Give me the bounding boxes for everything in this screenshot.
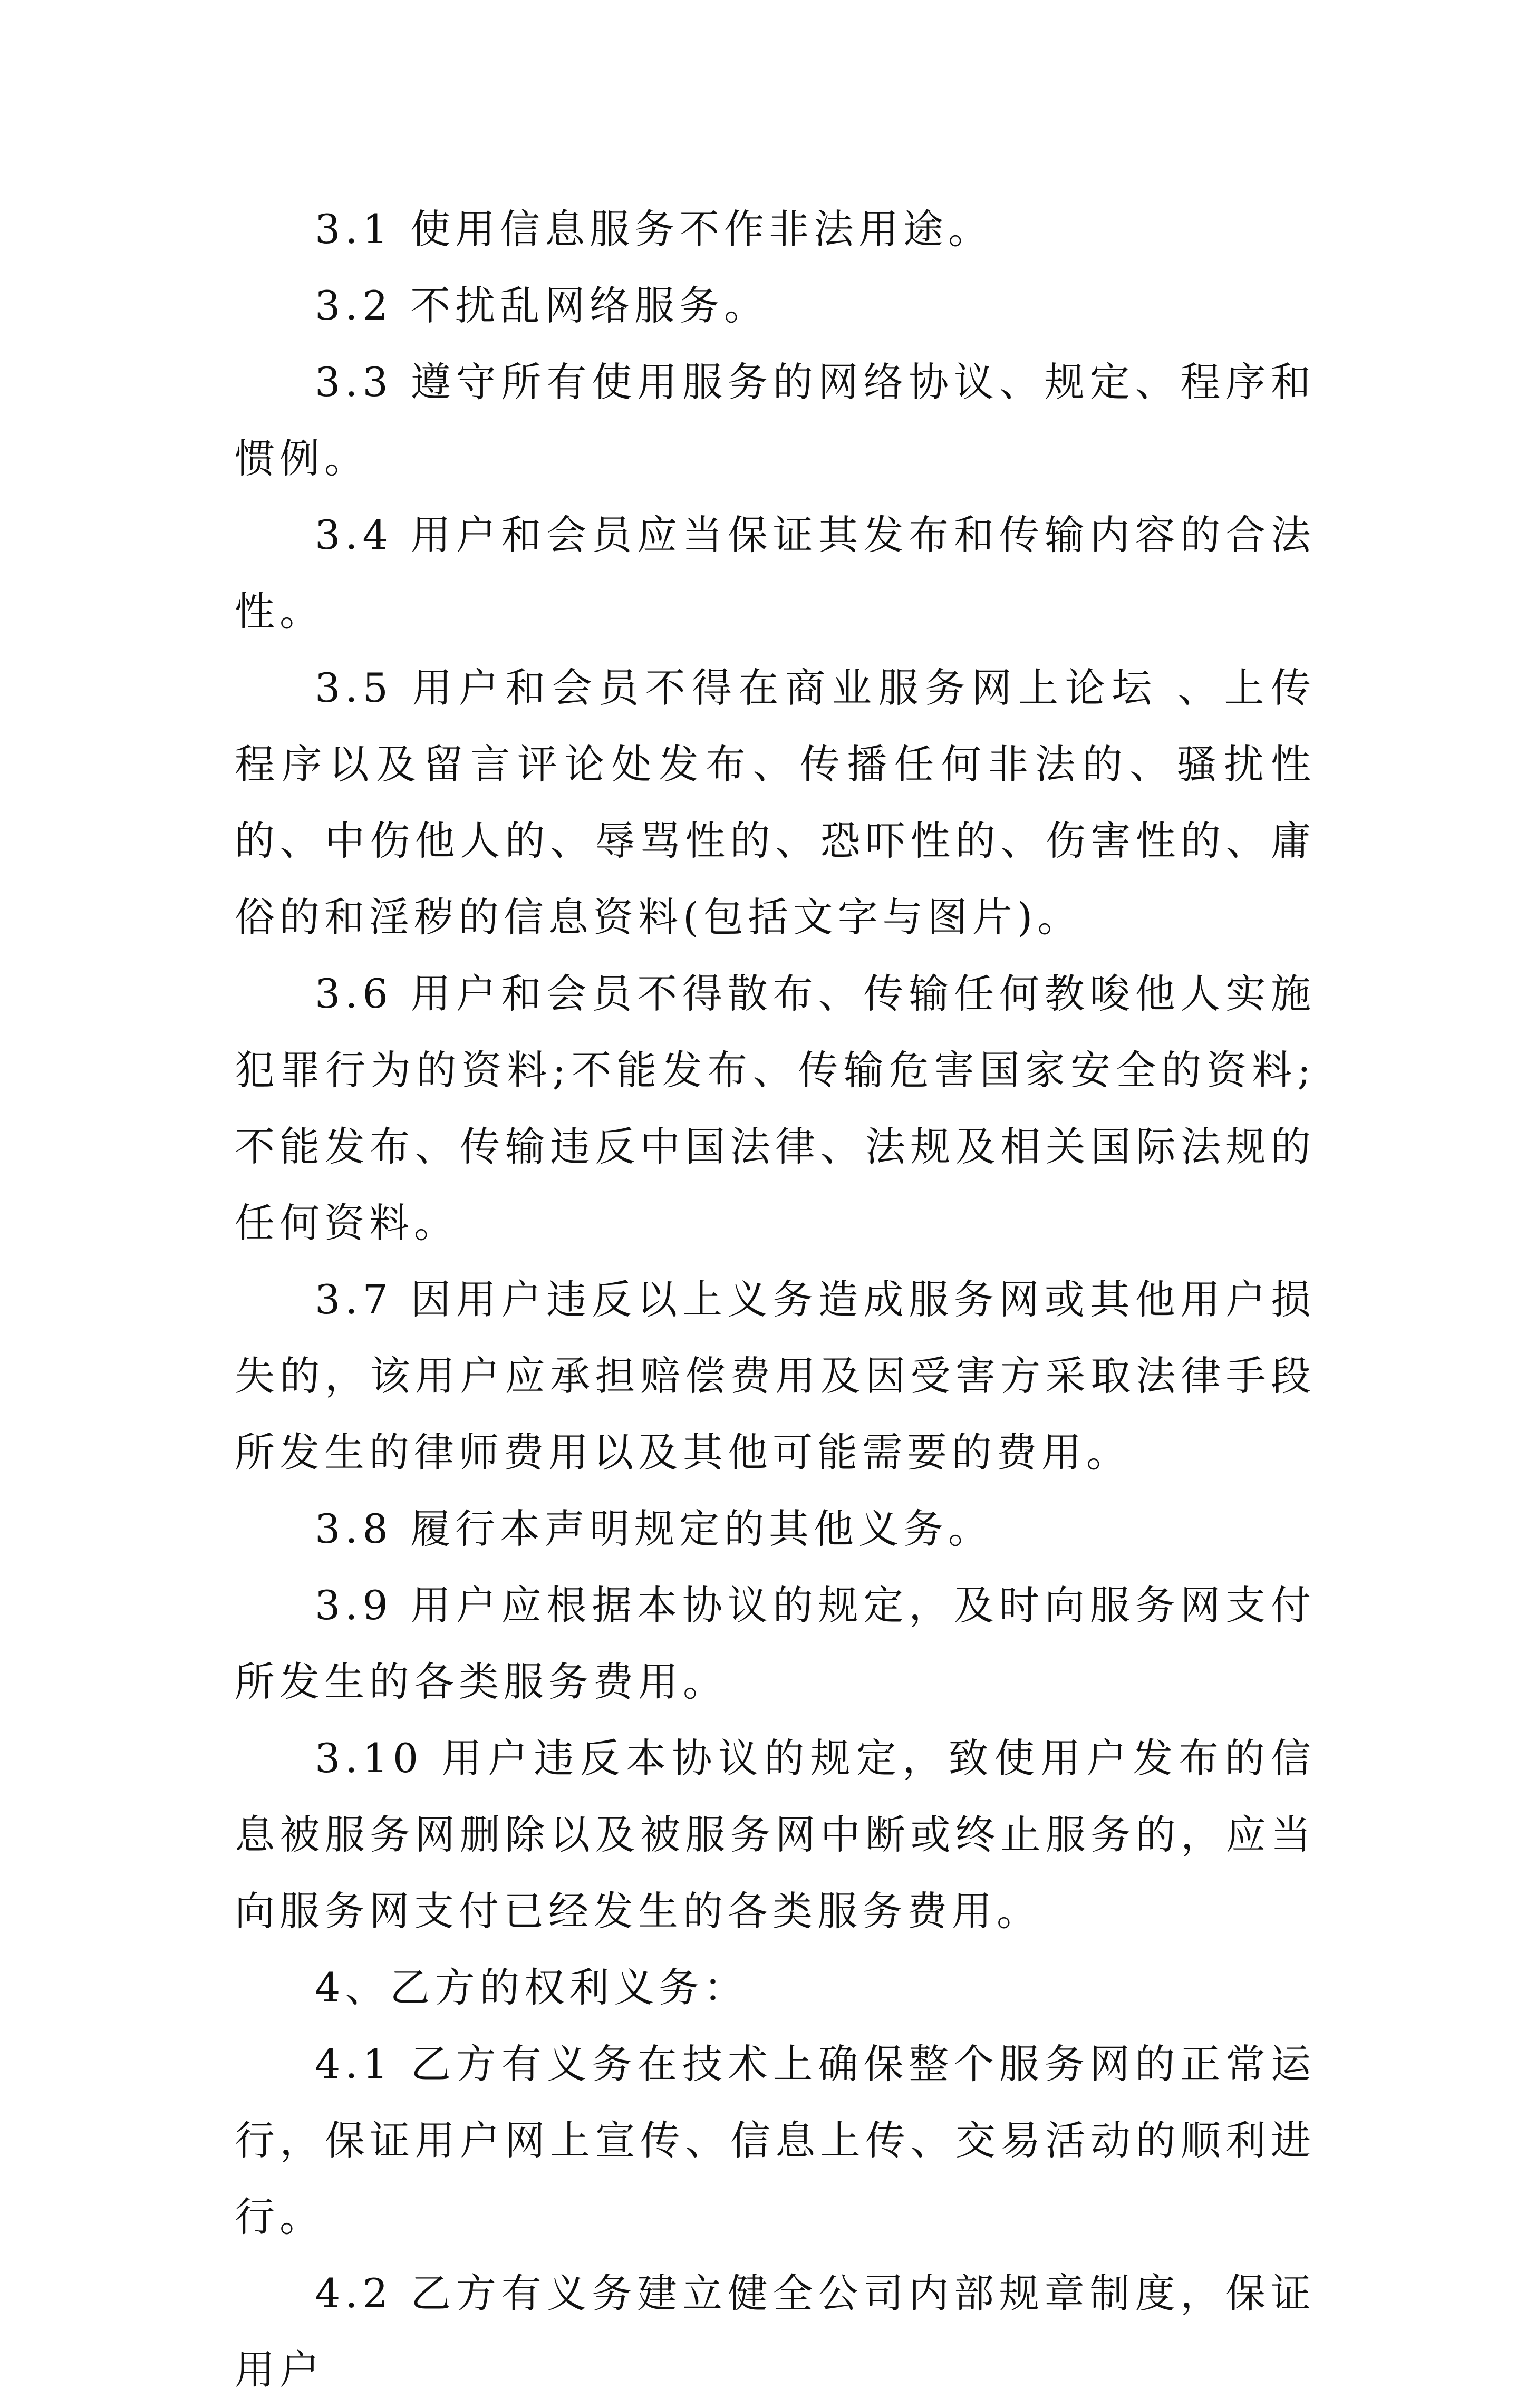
paragraph-3-4: 3.4 用户和会员应当保证其发布和传输内容的合法性。 — [235, 511, 1316, 635]
paragraph-3-6: 3.6 用户和会员不得散布、传输任何教唆他人实施犯罪行为的资料;不能发布、传输危害国家安全的资料;不能发布、传输违反中国法律、法规及相关国际法规的任何资料。 — [235, 970, 1316, 1246]
paragraph-3-2: 3.2 不扰乱网络服务。 — [315, 282, 769, 329]
paragraph-3-1: 3.1 使用信息服务不作非法用途。 — [315, 206, 993, 253]
paragraph-3-7: 3.7 因用户违反以上义务造成服务网或其他用户损失的，该用户应承担赔偿费用及因受害方采取法律手段所发生的律师费用以及其他可能需要的费用。 — [235, 1276, 1316, 1476]
paragraph-3-3: 3.3 遵守所有使用服务的网络协议、规定、程序和惯例。 — [235, 359, 1316, 482]
section-heading-4: 4、乙方的权利义务： — [315, 1964, 749, 2011]
paragraph-3-9: 3.9 用户应根据本协议的规定，及时向服务网支付所发生的各类服务费用。 — [235, 1582, 1316, 1705]
paragraph-3-5: 3.5 用户和会员不得在商业服务网上论坛 、上传程序以及留言评论处发布、传播任何非法的、骚扰性的、中伤他人的、辱骂性的、恐吓性的、伤害性的、庸俗的和淫秽的信息资料(包括文字与图片)。 — [235, 664, 1316, 941]
paragraph-3-8: 3.8 履行本声明规定的其他义务。 — [315, 1505, 993, 1552]
paragraph-4-1: 4.1 乙方有义务在技术上确保整个服务网的正常运行，保证用户网上宣传、信息上传、交易活动的顺利进行。 — [235, 2040, 1316, 2240]
paragraph-3-10: 3.10 用户违反本协议的规定，致使用户发布的信息被服务网删除以及被服务网中断或终止服务的，应当向服务网支付已经发生的各类服务费用。 — [235, 1735, 1316, 1935]
document-body — [235, 191, 1316, 2408]
paragraph-4-2: 4.2 乙方有义务建立健全公司内部规章制度，保证用户 — [235, 2270, 1316, 2393]
